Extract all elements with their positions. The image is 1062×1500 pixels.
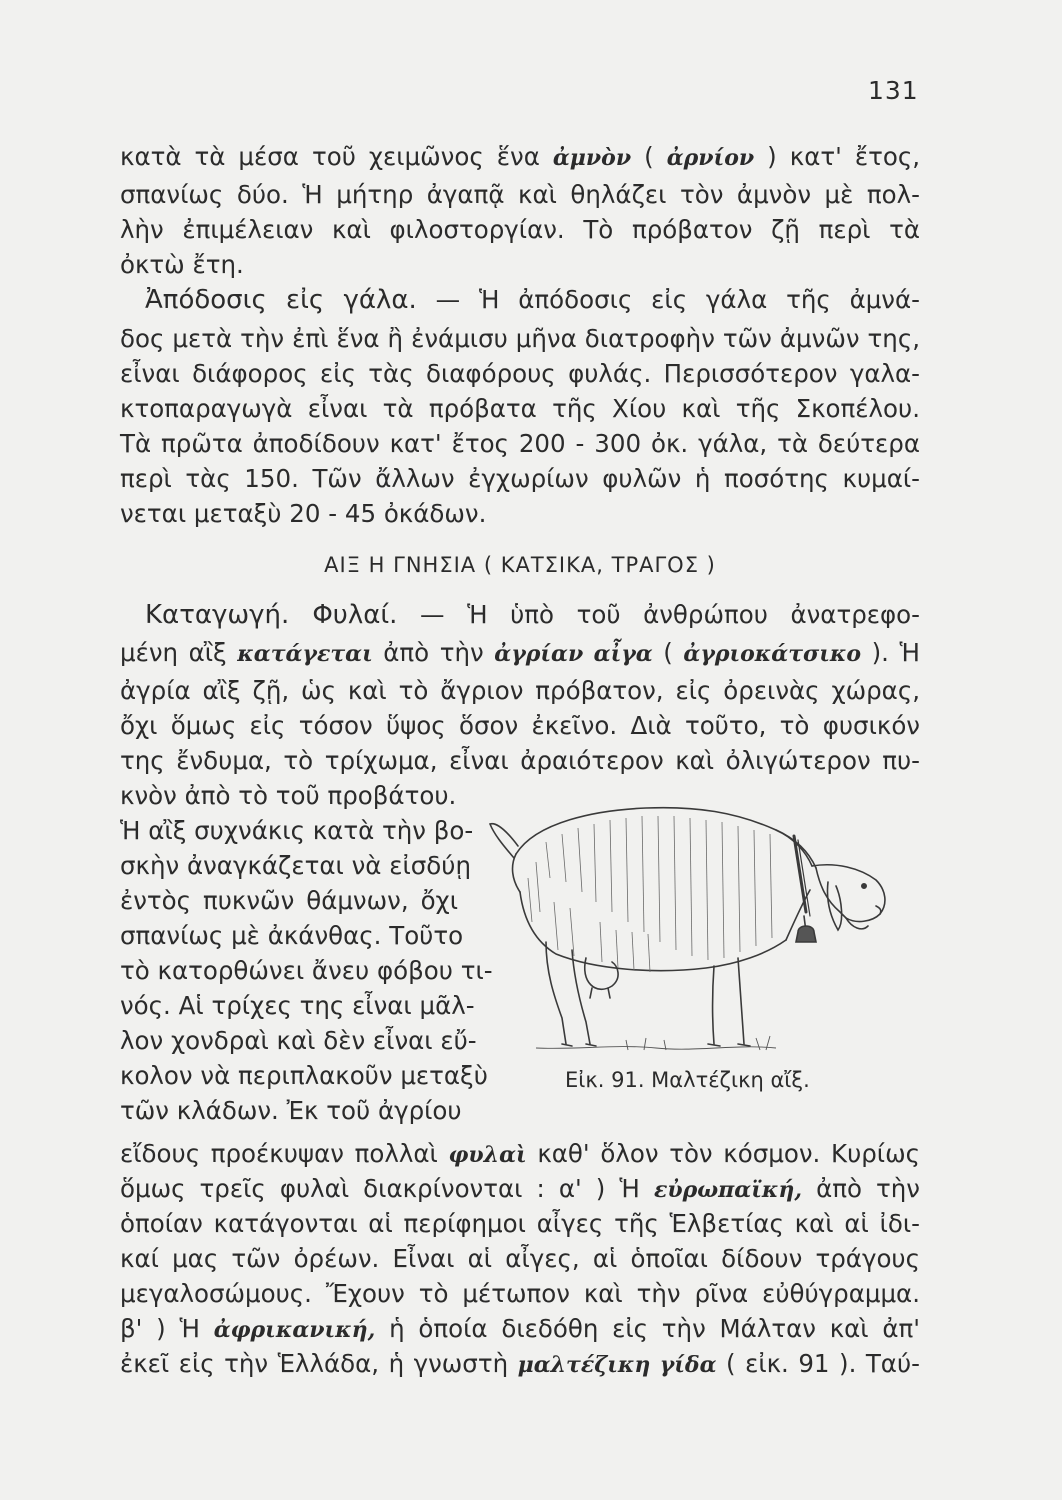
text-line: ὄχι ὅμως εἰς τόσον ὕψος ὅσον ἐκεῖνο. Διὰ τοῦτο, τὸ φυσικόν — [120, 711, 920, 740]
section-heading: Ἀπόδοσις εἰς γάλα. — [145, 285, 417, 315]
text-line: καί μας τῶν ὀρέων. Εἶναι αἱ αἶγες, αἱ ὁποῖαι δίδουν τράγους — [120, 1244, 920, 1273]
text-line: κολον νὰ περιπλακοῦν μεταξὺ — [120, 1061, 488, 1090]
emphasis-term: μαλτέζικη γίδα — [517, 1352, 717, 1378]
emphasis-term: ἀρνίον — [666, 145, 755, 171]
text-line — [120, 636, 920, 671]
text-span: — Ἡ ὑπὸ τοῦ ἀνθρώπου ἀνατρεφο- — [397, 600, 920, 629]
goat-illustration — [476, 782, 926, 1062]
text-span: ἀπὸ τὴν — [802, 1174, 920, 1203]
text-line: δος μετὰ τὴν ἐπὶ ἕνα ἢ ἐνάμισυ μῆνα διατροφὴν τῶν ἀμνῶν της, — [120, 324, 920, 353]
text-line: ἐντὸς πυκνῶν θάμνων, ὄχι — [120, 886, 458, 915]
text-span: κατὰ τὰ μέσα τοῦ χειμῶνος ἕνα — [120, 142, 553, 171]
text-span: ). Ἡ — [861, 638, 920, 667]
text-line: σπανίως μὲ ἀκάνθας. Τοῦτο — [120, 921, 464, 950]
text-line — [120, 1172, 920, 1207]
text-span: ἐκεῖ εἰς τὴν Ἑλλάδα, ἡ γνωστὴ — [120, 1349, 518, 1378]
text-line: ἀγρία αἲξ ζῇ, ὡς καὶ τὸ ἄγριον πρόβατον, εἰς ὀρεινὰς χώρας, — [120, 676, 920, 705]
text-line: Τὰ πρῶτα ἀποδίδουν κατ' ἔτος 200 - 300 ὀκ. γάλα, τὰ δεύτερα — [120, 429, 920, 458]
figure-caption: Εἰκ. 91. Μαλτέζικη αἴξ. — [565, 1068, 810, 1092]
text-line — [145, 283, 920, 317]
text-line: λον χονδραὶ καὶ δὲν εἶναι εὔ- — [120, 1026, 477, 1055]
text-line: περὶ τὰς 150. Τῶν ἄλλων ἐγχωρίων φυλῶν ἡ ποσότης κυμαί- — [120, 464, 920, 493]
emphasis-term: ἀγριοκάτσικο — [683, 641, 862, 667]
text-line: νεται μεταξὺ 20 - 45 ὀκάδων. — [120, 499, 487, 528]
text-line: μεγαλοσώμους. Ἔχουν τὸ μέτωπον καὶ τὴν ρῖνα εὐθύγραμμα. — [120, 1279, 920, 1308]
emphasis-term: εὐρωπαϊκή, — [653, 1177, 802, 1203]
text-span: ) κατ' ἔτος, — [754, 142, 921, 171]
text-line — [120, 1347, 920, 1382]
text-span: καθ' ὅλον τὸν κόσμον. Κυρίως — [526, 1139, 920, 1168]
goat-figure — [476, 782, 926, 1062]
text-span: ἡ ὁποία διεδόθη εἰς τὴν Μάλταν καὶ ἀπ' — [375, 1314, 920, 1343]
page-number: 131 — [868, 76, 919, 105]
section-title: ΑΙΞ Η ΓΝΗΣΙΑ ( ΚΑΤΣΙΚΑ, ΤΡΑΓΟΣ ) — [324, 553, 716, 577]
text-line: ὁποίαν κατάγονται αἱ περίφημοι αἶγες τῆς Ἑλβετίας καὶ αἱ ἰδι- — [120, 1209, 920, 1238]
text-line: της ἔνδυμα, τὸ τρίχωμα, εἶναι ἀραιότερον καὶ ὀλιγώτερον πυ- — [120, 746, 920, 775]
emphasis-term: κατάγεται — [237, 641, 373, 667]
text-span: μένη αἲξ — [120, 638, 238, 667]
text-line: λὴν ἐπιμέλειαν καὶ φιλοστοργίαν. Τὸ πρόβατον ζῇ περὶ τὰ — [120, 215, 920, 244]
text-line — [120, 140, 920, 175]
emphasis-term: φυλαὶ — [448, 1142, 527, 1168]
emphasis-term: ἀφρικανική, — [213, 1317, 376, 1343]
text-line: νός. Αἱ τρίχες της εἶναι μᾶλ- — [120, 991, 475, 1020]
text-line: τὸ κατορθώνει ἄνευ φόβου τι- — [120, 956, 493, 985]
text-span: εἴδους προέκυψαν πολλαὶ — [120, 1139, 449, 1168]
text-span: ( — [652, 638, 684, 667]
text-line: τῶν κλάδων. Ἐκ τοῦ ἀγρίου — [120, 1096, 462, 1125]
emphasis-term: ἀγρίαν αἶγα — [494, 641, 653, 667]
text-line: κτοπαραγωγὰ εἶναι τὰ πρόβατα τῆς Χίου καὶ τῆς Σκοπέλου. — [120, 394, 920, 423]
text-span: — Ἡ ἀπόδοσις εἰς γάλα τῆς ἀμνά- — [416, 285, 920, 314]
text-line — [120, 1137, 920, 1172]
text-line: εἶναι διάφορος εἰς τὰς διαφόρους φυλάς. Περισσότερον γαλα- — [120, 359, 920, 388]
text-span: ἀπὸ τὴν — [372, 638, 495, 667]
text-line — [145, 598, 920, 632]
section-heading: Καταγωγή. Φυλαί. — [145, 600, 398, 630]
text-span: β' ) Ἡ — [120, 1314, 214, 1343]
text-line — [120, 1312, 920, 1347]
text-line: σπανίως δύο. Ἡ μήτηρ ἀγαπᾷ καὶ θηλάζει τὸν ἀμνὸν μὲ πολ- — [120, 180, 920, 209]
text-span: ( εἰκ. 91 ). Ταύ- — [716, 1349, 920, 1378]
text-line: κνὸν ἀπὸ τὸ τοῦ προβάτου. — [120, 781, 457, 810]
text-span: ( — [631, 142, 667, 171]
text-line: Ἡ αἲξ συχνάκις κατὰ τὴν βο- — [120, 816, 474, 845]
text-line: σκὴν ἀναγκάζεται νὰ εἰσδύῃ — [120, 851, 471, 880]
emphasis-term: ἀμνὸν — [552, 145, 632, 171]
text-line: ὀκτὼ ἔτη. — [120, 250, 244, 279]
text-span: ὅμως τρεῖς φυλαὶ διακρίνονται : α' ) Ἡ — [120, 1174, 654, 1203]
